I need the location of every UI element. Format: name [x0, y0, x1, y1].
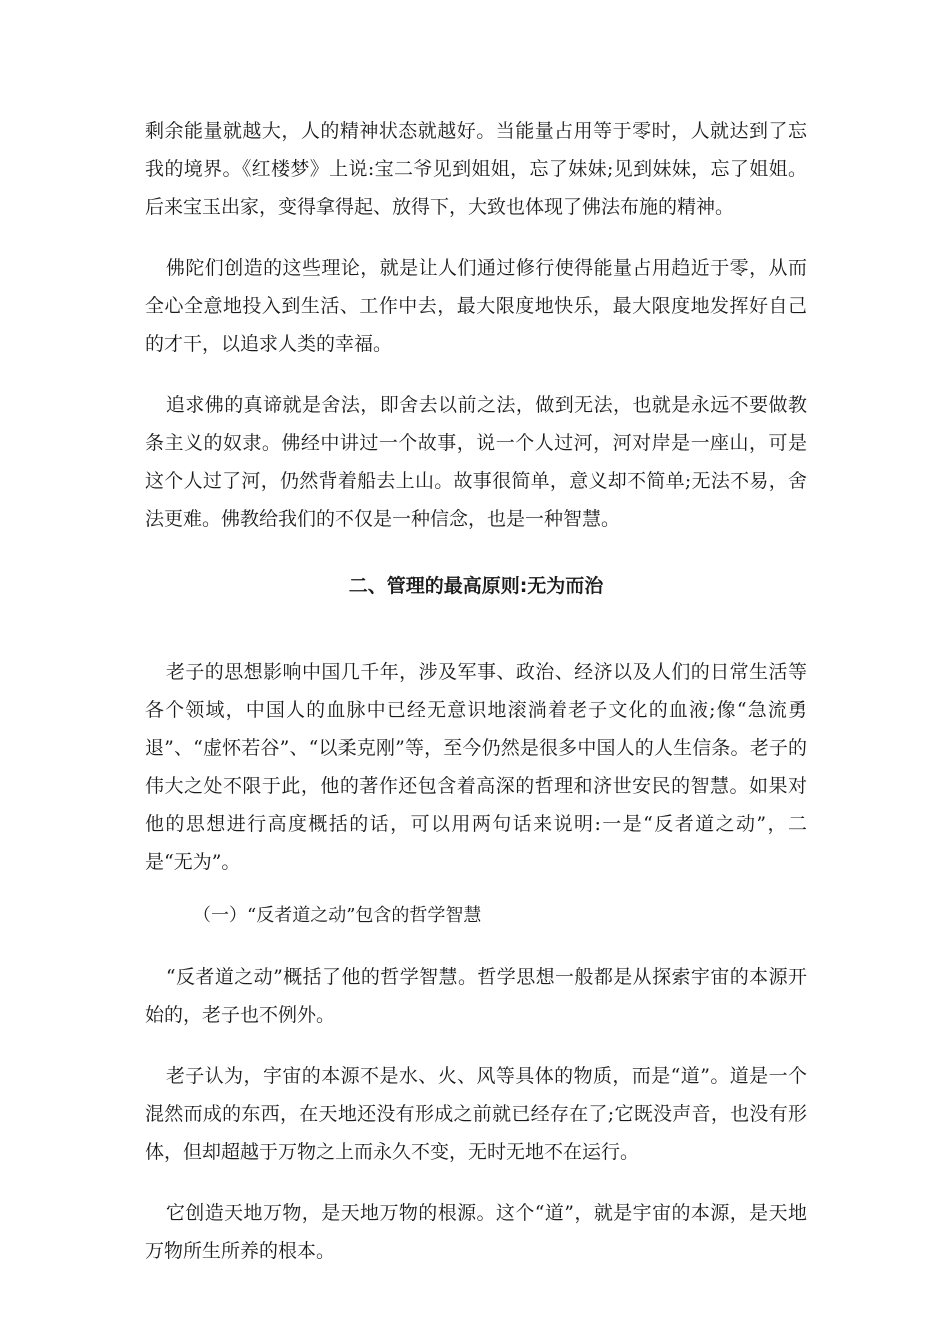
paragraph-dao-origin: 老子认为，宇宙的本源不是水、火、风等具体的物质，而是“道”。道是一个混然而成的东西，在天地还没有形成之前就已经存在了;它既没声音，也没有形体，但却超越于万物之上而永久不变，无时无地不在运行。	[145, 1065, 807, 1163]
paragraph-philosophy: “反者道之动”概括了他的哲学智慧。哲学思想一般都是从探索宇宙的本源开始的，老子也不例外。	[145, 966, 807, 1026]
paragraph-buddha-truth: 追求佛的真谛就是舍法，即舍去以前之法，做到无法，也就是永远不要做教条主义的奴隶。佛经中讲过一个故事，说一个人过河，河对岸是一座山，可是这个人过了河，仍然背着船去上山。故事很简单，意义却不简单;无法不易，舍法更难。佛教给我们的不仅是一种信念，也是一种智慧。	[145, 394, 807, 530]
subsection-heading: （一）“反者道之动”包含的哲学智慧	[193, 905, 482, 926]
document-page	[145, 112, 807, 1270]
paragraph-continued: 剩余能量就越大，人的精神状态就越好。当能量占用等于零时，人就达到了忘我的境界。《红楼梦》上说:宝二爷见到姐姐，忘了妹妹;见到妹妹，忘了姐姐。后来宝玉出家，变得拿得起、放得下，大致也体现了佛法布施的精神。	[145, 120, 807, 218]
section-heading: 二、管理的最高原则:无为而治	[348, 575, 604, 597]
paragraph-dao-creation: 它创造天地万物，是天地万物的根源。这个“道”，就是宇宙的本源，是天地万物所生所养的根本。	[145, 1202, 807, 1262]
paragraph-buddha-theory: 佛陀们创造的这些理论，就是让人们通过修行使得能量占用趋近于零，从而全心全意地投入到生活、工作中去，最大限度地快乐，最大限度地发挥好自己的才干，以追求人类的幸福。	[145, 257, 807, 355]
paragraph-laozi-influence: 老子的思想影响中国几千年，涉及军事、政治、经济以及人们的日常生活等各个领域，中国人的血脉中已经无意识地滚淌着老子文化的血液;像“急流勇退”、“虚怀若谷”、“以柔克刚”等，至今仍然是很多中国人的人生信条。老子的伟大之处不限于此，他的著作还包含着高深的哲理和济世安民的智慧。如果对他的思想进行高度概括的话，可以用两句话来说明:一是“反者道之动”，二是“无为”。	[145, 661, 807, 873]
